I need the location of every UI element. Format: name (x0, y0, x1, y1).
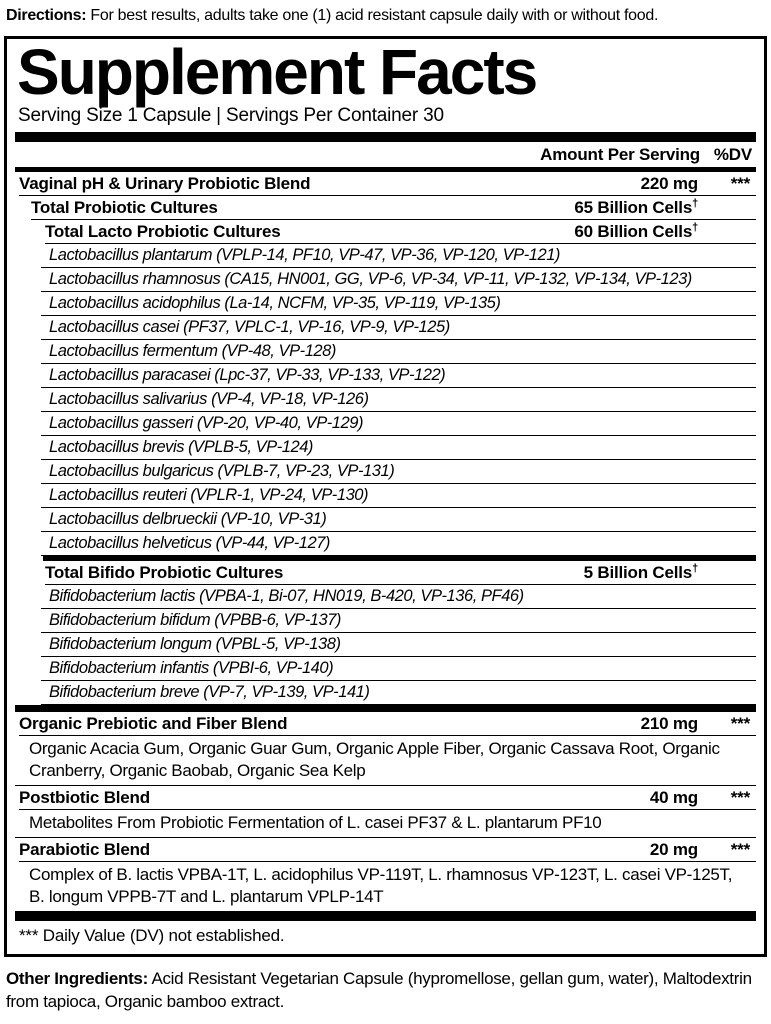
footnote: *** Daily Value (DV) not established. (19, 925, 285, 945)
row-label: Total Lacto Probiotic Cultures (45, 221, 281, 241)
dagger-mark: † (692, 197, 698, 210)
species-row (41, 460, 756, 484)
section-divider (15, 912, 756, 921)
directions-label: Directions: (6, 7, 87, 24)
row-label: Lactobacillus salivarius (VP-4, VP-18, VP-126) (49, 389, 369, 408)
panel-title: Supplement Facts (17, 36, 537, 108)
species-row (41, 681, 756, 705)
dagger-mark: † (692, 562, 698, 575)
row-label: Total Probiotic Cultures (31, 197, 218, 217)
blend-row (19, 172, 756, 196)
species-row (41, 657, 756, 681)
column-headers (15, 142, 756, 167)
row-label: Lactobacillus paracasei (Lpc-37, VP-33, VP-133, VP-122) (49, 365, 446, 384)
blend-row (19, 712, 756, 736)
directions-body: For best results, adults take one (1) acid resistant capsule daily with or without food. (86, 7, 659, 24)
section-divider (15, 705, 756, 712)
species-row (41, 316, 756, 340)
serving-info: Serving Size 1 Capsule | Servings Per Container 30 (18, 104, 444, 126)
row-label: Organic Prebiotic and Fiber Blend (19, 713, 288, 733)
blend-row (19, 786, 756, 810)
row-label: Lactobacillus bulgaricus (VPLB-7, VP-23, VP-131) (49, 461, 395, 480)
ingredient-description: Metabolites From Probiotic Fermentation of L. casei PF37 & L. plantarum PF10 (15, 810, 756, 838)
row-label: Lactobacillus reuteri (VPLR-1, VP-24, VP-130) (49, 485, 369, 504)
row-label: Bifidobacterium lactis (VPBA-1, Bi-07, HN019, B-420, VP-136, PF46) (49, 586, 524, 605)
other-ingredients-label: Other Ingredients: (6, 968, 148, 988)
row-dv: *** (730, 713, 750, 733)
species-row (41, 388, 756, 412)
row-label: Lactobacillus brevis (VPLB-5, VP-124) (49, 437, 313, 456)
row-label: Lactobacillus gasseri (VP-20, VP-40, VP-129) (49, 413, 364, 432)
sub1-row (31, 196, 756, 220)
header-divider-thick (15, 132, 756, 142)
row-label: Bifidobacterium breve (VP-7, VP-139, VP-141) (49, 682, 370, 701)
row-label: Lactobacillus delbrueckii (VP-10, VP-31) (49, 509, 327, 528)
facts-rows (15, 172, 756, 921)
species-row (41, 340, 756, 364)
species-row (41, 244, 756, 268)
other-ingredients (6, 967, 765, 1013)
species-row (41, 484, 756, 508)
row-amount: 210 mg (640, 713, 698, 733)
row-label: Lactobacillus acidophilus (La-14, NCFM, VP-35, VP-119, VP-135) (49, 293, 501, 312)
row-label: Bifidobacterium infantis (VPBI-6, VP-140) (49, 658, 334, 677)
row-label: Postbiotic Blend (19, 787, 150, 807)
row-amount: 65 Billion Cells† (574, 197, 698, 217)
species-row (41, 532, 756, 556)
species-row (41, 268, 756, 292)
ingredient-description: Organic Acacia Gum, Organic Guar Gum, Organic Apple Fiber, Organic Cassava Root, Organic Cranberry, Organic Baobab, Organic Sea Kelp (15, 736, 756, 786)
sub2-row (45, 220, 756, 244)
row-label: Lactobacillus rhamnosus (CA15, HN001, GG, VP-6, VP-34, VP-11, VP-132, VP-134, VP-123) (49, 269, 692, 288)
row-label: Vaginal pH & Urinary Probiotic Blend (19, 173, 311, 193)
ingredient-description: Complex of B. lactis VPBA-1T, L. acidophilus VP-119T, L. rhamnosus VP-123T, L. casei VP-125T, B. longum VPPB-7T and L. plantarum VPLP-14T (15, 862, 756, 912)
row-amount: 40 mg (649, 787, 698, 807)
dv-header: %DV (713, 144, 752, 164)
row-amount: 60 Billion Cells† (574, 221, 698, 241)
row-amount: 220 mg (640, 173, 698, 193)
species-row (41, 412, 756, 436)
other-ingredients-body: Acid Resistant Vegetarian Capsule (hypromellose, gellan gum, water), Maltodextrin from tapioca, Organic bamboo extract. (6, 968, 752, 1011)
row-label: Bifidobacterium bifidum (VPBB-6, VP-137) (49, 610, 341, 629)
species-row (41, 633, 756, 657)
species-row (41, 292, 756, 316)
species-row (41, 364, 756, 388)
amount-per-serving-header: Amount Per Serving (540, 144, 700, 164)
row-label: Lactobacillus plantarum (VPLP-14, PF10, VP-47, VP-36, VP-120, VP-121) (49, 245, 560, 264)
row-amount: 5 Billion Cells† (583, 562, 698, 582)
sub2-row (45, 561, 756, 585)
row-label: Lactobacillus fermentum (VP-48, VP-128) (49, 341, 336, 360)
blend-row (19, 838, 756, 862)
species-row (41, 436, 756, 460)
species-row (41, 508, 756, 532)
row-amount: 20 mg (649, 839, 698, 859)
directions-text (6, 5, 765, 27)
row-label: Lactobacillus helveticus (VP-44, VP-127) (49, 533, 330, 552)
row-label: Lactobacillus casei (PF37, VPLC-1, VP-16, VP-9, VP-125) (49, 317, 450, 336)
dagger-mark: † (692, 221, 698, 234)
species-row (41, 585, 756, 609)
supplement-facts-panel (4, 36, 767, 957)
row-label: Parabiotic Blend (19, 839, 150, 859)
row-label: Total Bifido Probiotic Cultures (45, 562, 284, 582)
row-dv: *** (730, 787, 750, 807)
row-dv: *** (730, 173, 750, 193)
species-row (41, 609, 756, 633)
row-dv: *** (730, 839, 750, 859)
row-label: Bifidobacterium longum (VPBL-5, VP-138) (49, 634, 341, 653)
